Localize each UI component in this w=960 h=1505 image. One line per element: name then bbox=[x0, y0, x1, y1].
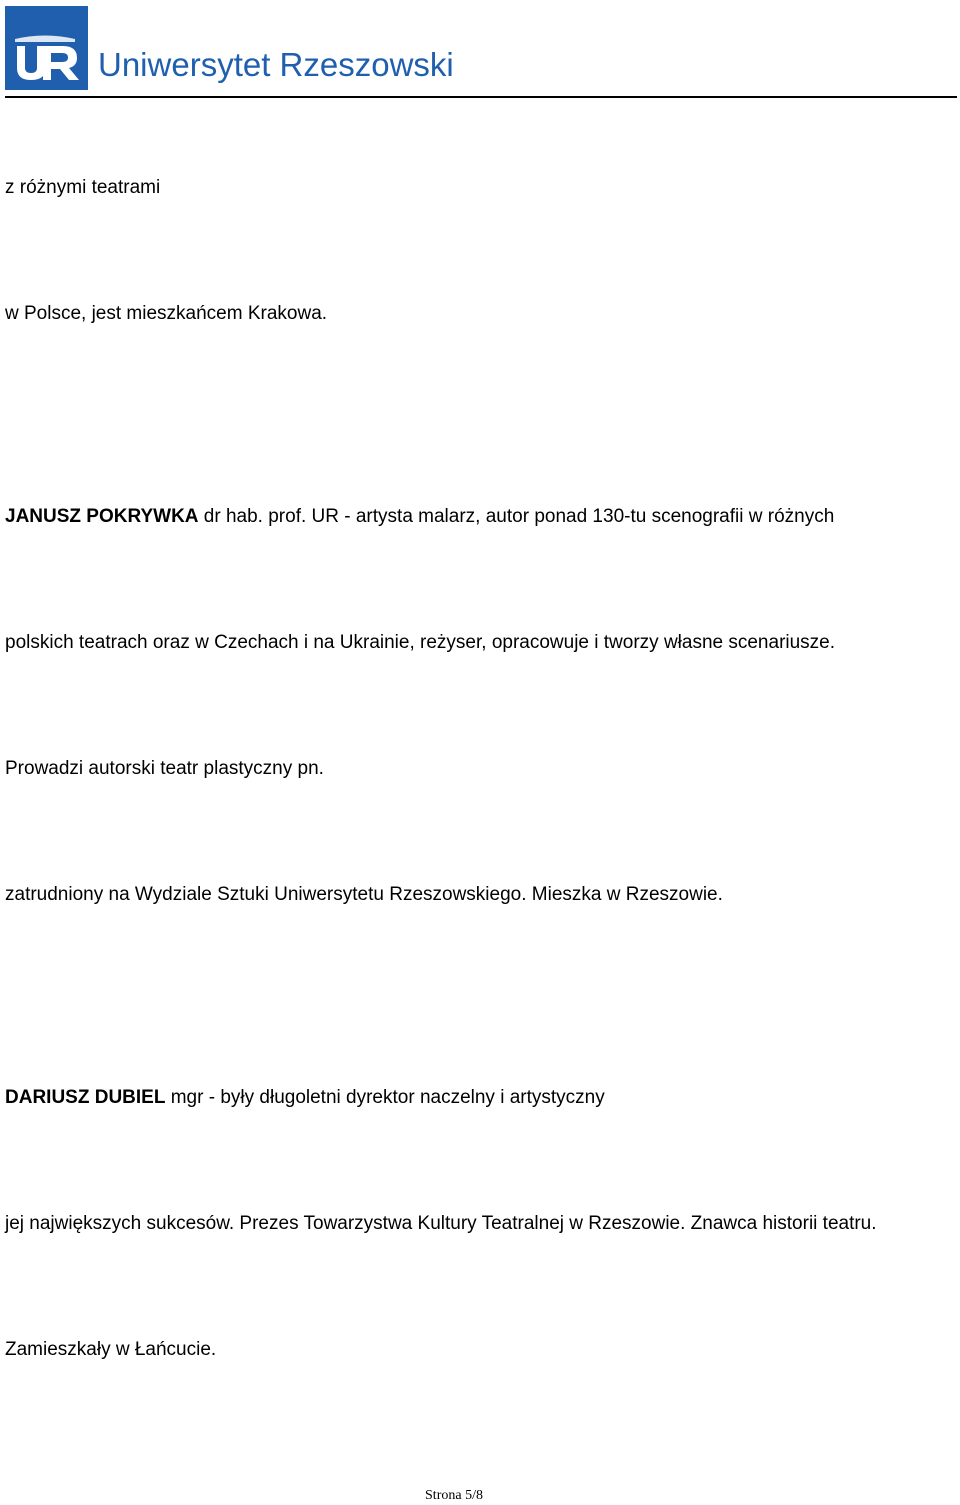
text-line bbox=[5, 507, 834, 526]
page-number: Strona 5/8 bbox=[425, 1488, 483, 1503]
page-header bbox=[0, 0, 960, 100]
person-name: DARIUSZ DUBIEL bbox=[5, 1087, 166, 1108]
line-text: zatrudniony na Wydziale Sztuki Uniwersytetu Rzeszowskiego. Mieszka w Rzeszowie. bbox=[5, 884, 723, 905]
person-name: JANUSZ POKRYWKA bbox=[5, 506, 199, 527]
text-line bbox=[5, 1340, 216, 1359]
university-name: Uniwersytet Rzeszowski bbox=[98, 46, 454, 83]
text-line bbox=[5, 1088, 605, 1107]
text-line bbox=[5, 885, 723, 904]
line-text: Zamieszkały w Łańcucie. bbox=[5, 1339, 217, 1360]
line-text: polskich teatrach oraz w Czechach i na Ukrainie, reżyser, opracowuje i tworzy własne scenariusze. bbox=[5, 632, 836, 653]
line-text: w Polsce, jest mieszkańcem Krakowa. bbox=[5, 303, 328, 324]
line-text: mgr - były długoletni dyrektor naczelny i artystyczny bbox=[165, 1087, 605, 1108]
header-divider bbox=[5, 96, 957, 98]
line-text: z różnymi teatrami bbox=[5, 177, 161, 198]
text-line bbox=[5, 178, 160, 197]
text-line bbox=[5, 304, 327, 323]
university-logo bbox=[5, 6, 88, 90]
ur-logo-icon bbox=[5, 6, 88, 90]
line-text: Prowadzi autorski teatr plastyczny pn. bbox=[5, 758, 324, 779]
line-text: dr hab. prof. UR - artysta malarz, autor ponad 130-tu scenografii w różnych bbox=[198, 506, 835, 527]
text-line bbox=[5, 759, 324, 778]
line-text: jej największych sukcesów. Prezes Towarzystwa Kultury Teatralnej w Rzeszowie. Znawca historii teatru. bbox=[5, 1213, 877, 1234]
text-line bbox=[5, 1214, 877, 1233]
text-line bbox=[5, 633, 835, 652]
